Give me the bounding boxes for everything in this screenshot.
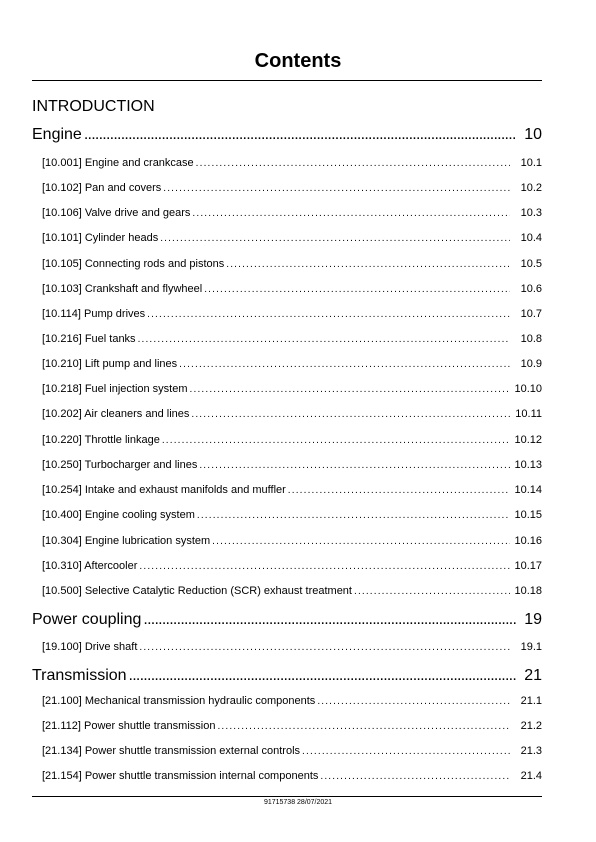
toc-entry-label: [10.500] Selective Catalytic Reduction (SCR) exhaust treatment bbox=[42, 585, 352, 597]
toc-entry-label: [10.218] Fuel injection system bbox=[42, 383, 188, 395]
dot-leader bbox=[84, 126, 516, 144]
toc-entry-label: Engine bbox=[32, 126, 82, 143]
toc-entry-label: [21.100] Mechanical transmission hydraulic components bbox=[42, 695, 316, 707]
dot-leader bbox=[179, 359, 510, 370]
dot-leader bbox=[197, 510, 510, 521]
toc-page-number: 10.5 bbox=[520, 258, 542, 270]
footer-rule bbox=[32, 796, 542, 797]
toc-entry-label: [10.114] Pump drives bbox=[42, 308, 146, 320]
dot-leader bbox=[143, 611, 516, 629]
toc-entry[interactable] bbox=[42, 560, 542, 572]
toc-entry-label: [10.105] Connecting rods and pistons bbox=[42, 258, 225, 270]
toc-page-number: 10.2 bbox=[520, 182, 542, 194]
toc-entry-label: [10.216] Fuel tanks bbox=[42, 333, 136, 345]
dot-leader bbox=[317, 696, 510, 707]
toc-page-number: 10.13 bbox=[514, 459, 542, 471]
toc-section[interactable] bbox=[32, 667, 542, 685]
toc-page-number: 21 bbox=[524, 667, 542, 684]
toc-page-number: 21.4 bbox=[520, 770, 542, 782]
toc-page-number: 10.12 bbox=[514, 434, 542, 446]
dot-leader bbox=[163, 183, 510, 194]
toc-page-number: 10.8 bbox=[520, 333, 542, 345]
footer-doc-id: 91715738 28/07/2021 bbox=[263, 799, 333, 806]
toc-entry[interactable] bbox=[42, 745, 542, 757]
toc-page-number: 10.3 bbox=[520, 207, 542, 219]
toc-page-number: 10 bbox=[524, 126, 542, 143]
toc-entry[interactable] bbox=[42, 157, 542, 169]
toc-entry[interactable] bbox=[42, 585, 542, 597]
toc-entry-label: Transmission bbox=[32, 667, 127, 684]
dot-leader bbox=[190, 384, 510, 395]
dot-leader bbox=[320, 771, 510, 782]
toc-entry-label: [10.220] Throttle linkage bbox=[42, 434, 160, 446]
toc-entry-label: [21.112] Power shuttle transmission bbox=[42, 720, 216, 732]
dot-leader bbox=[191, 409, 510, 420]
toc-entry[interactable] bbox=[42, 408, 542, 420]
toc-page-number: 10.18 bbox=[514, 585, 542, 597]
toc-entry-label: [10.310] Aftercooler bbox=[42, 560, 138, 572]
toc-entry-label: [10.001] Engine and crankcase bbox=[42, 157, 194, 169]
toc-entry[interactable] bbox=[42, 207, 542, 219]
toc-entry-label: [10.304] Engine lubrication system bbox=[42, 535, 211, 547]
toc-entry[interactable] bbox=[42, 484, 542, 496]
toc-entry-label: [19.100] Drive shaft bbox=[42, 641, 138, 653]
toc-page-number: 10.10 bbox=[514, 383, 542, 395]
dot-leader bbox=[139, 561, 510, 572]
dot-leader bbox=[226, 259, 510, 270]
dot-leader bbox=[162, 435, 510, 446]
dot-leader bbox=[212, 536, 510, 547]
toc-entry[interactable] bbox=[42, 182, 542, 194]
toc-page-number: 10.11 bbox=[515, 408, 542, 420]
dot-leader bbox=[147, 309, 510, 320]
toc-entry[interactable] bbox=[42, 308, 542, 320]
title-rule bbox=[32, 80, 542, 81]
toc-entry[interactable] bbox=[42, 383, 542, 395]
toc-entry-label: [10.101] Cylinder heads bbox=[42, 232, 159, 244]
toc-entry[interactable] bbox=[42, 770, 542, 782]
dot-leader bbox=[199, 460, 510, 471]
page-title: Contents bbox=[254, 50, 342, 72]
toc-entry-label: [10.254] Intake and exhaust manifolds and muffler bbox=[42, 484, 286, 496]
toc-entry[interactable] bbox=[42, 509, 542, 521]
toc-page-number: 21.1 bbox=[520, 695, 542, 707]
toc-entry[interactable] bbox=[42, 232, 542, 244]
dot-leader bbox=[139, 642, 510, 653]
toc-entry[interactable] bbox=[42, 720, 542, 732]
toc-page-number: 10.17 bbox=[514, 560, 542, 572]
toc-entry-label: [21.154] Power shuttle transmission internal components bbox=[42, 770, 319, 782]
toc-entry-label: [10.210] Lift pump and lines bbox=[42, 358, 178, 370]
dot-leader bbox=[192, 208, 510, 219]
toc-section[interactable] bbox=[32, 611, 542, 629]
toc-entry[interactable] bbox=[42, 535, 542, 547]
dot-leader bbox=[129, 667, 516, 685]
toc-page-number: 19.1 bbox=[520, 641, 542, 653]
toc-page-number: 10.4 bbox=[520, 232, 542, 244]
toc-entry-label: [10.106] Valve drive and gears bbox=[42, 207, 191, 219]
toc-page-number: 10.14 bbox=[514, 484, 542, 496]
toc-entry[interactable] bbox=[42, 258, 542, 270]
dot-leader bbox=[354, 586, 510, 597]
toc-entry[interactable] bbox=[42, 459, 542, 471]
toc-entry-label: [10.202] Air cleaners and lines bbox=[42, 408, 190, 420]
toc-introduction[interactable]: INTRODUCTION bbox=[32, 98, 155, 115]
toc-page-number: 21.2 bbox=[520, 720, 542, 732]
dot-leader bbox=[138, 334, 510, 345]
toc-entry[interactable] bbox=[42, 333, 542, 345]
dot-leader bbox=[204, 284, 510, 295]
toc-page-number: 19 bbox=[524, 611, 542, 628]
toc-entry-label: [10.400] Engine cooling system bbox=[42, 509, 195, 521]
toc-page-number: 10.6 bbox=[520, 283, 542, 295]
dot-leader bbox=[160, 233, 510, 244]
dot-leader bbox=[217, 721, 510, 732]
toc-entry[interactable] bbox=[42, 695, 542, 707]
toc-page-number: 10.1 bbox=[520, 157, 542, 169]
dot-leader bbox=[302, 746, 510, 757]
toc-page-number: 10.9 bbox=[520, 358, 542, 370]
toc-entry[interactable] bbox=[42, 434, 542, 446]
dot-leader bbox=[196, 158, 510, 169]
toc-page-number: 21.3 bbox=[520, 745, 542, 757]
toc-entry-label: [10.250] Turbocharger and lines bbox=[42, 459, 198, 471]
toc-entry-label: [10.102] Pan and covers bbox=[42, 182, 162, 194]
toc-page-number: 10.15 bbox=[514, 509, 542, 521]
toc-page-number: 10.7 bbox=[520, 308, 542, 320]
dot-leader bbox=[288, 485, 510, 496]
toc-entry[interactable] bbox=[42, 283, 542, 295]
toc-entry[interactable] bbox=[42, 358, 542, 370]
toc-entry-label: [10.103] Crankshaft and flywheel bbox=[42, 283, 203, 295]
toc-page-number: 10.16 bbox=[514, 535, 542, 547]
toc-entry-label: Power coupling bbox=[32, 611, 142, 628]
toc-entry[interactable] bbox=[42, 641, 542, 653]
toc-entry-label: [21.134] Power shuttle transmission external controls bbox=[42, 745, 301, 757]
toc-section[interactable] bbox=[32, 126, 542, 144]
